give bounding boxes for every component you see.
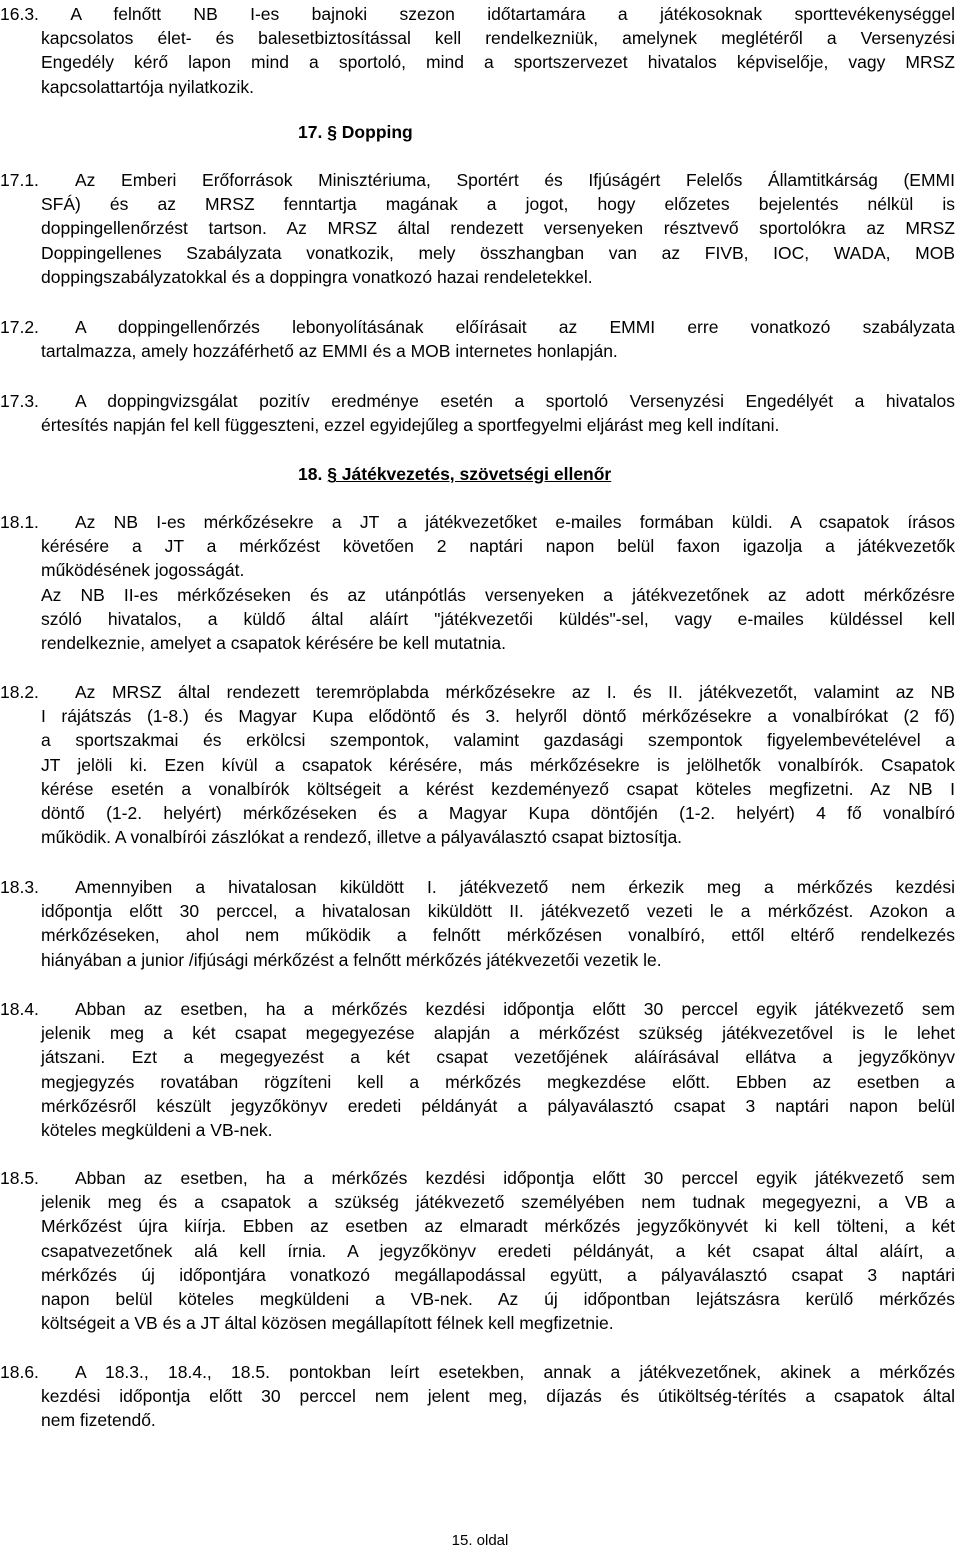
paragraph-line: rendelkeznie, amelyet a csapatok kérésére be kell mutatnia. (41, 633, 506, 654)
paragraph-line: kapcsolatos élet- és balesetbiztosítással kell rendelkezniük, amelynek meglétéről a Versenyzési (41, 28, 955, 49)
paragraph-17-2 (0, 315, 955, 363)
paragraph-line: napon belül köteles megküldeni a VB-nek. Az új időpontban lejátszásra kerülő mérkőzés (41, 1289, 955, 1310)
paragraph-number: 17.2. (0, 317, 39, 337)
paragraph-line: csapatvezetőnek alá kell írnia. A jegyzőkönyv eredeti példányát, a két csapat által aláírt, a (41, 1240, 955, 1261)
paragraph-line: Az Emberi Erőforrások Minisztériuma, Sportért és Ifjúságért Felelős Államtitkárság (EMMI (75, 170, 955, 190)
paragraph-line: nem fizetendő. (41, 1410, 156, 1431)
section-title: § Dopping (327, 122, 413, 142)
paragraph-line: doppingszabályzatokkal és a doppingra vonatkozó hazai rendeletekkel. (41, 266, 593, 287)
paragraph-line: tartalmazza, amely hozzáférhető az EMMI és a MOB internetes honlapján. (41, 341, 618, 362)
paragraph-line: Az NB I-es mérkőzésekre a JT a játékvezetőket e-mailes formában küldi. A csapatok írásos (75, 512, 955, 532)
paragraph-16-3 (0, 2, 955, 99)
paragraph-number: 18.3. (0, 877, 39, 897)
paragraph-number: 18.1. (0, 512, 39, 532)
paragraph-line: A doppingellenőrzés lebonyolításának előírásait az EMMI erre vonatkozó szabályzata (75, 317, 955, 337)
section-title: § Játékvezetés, szövetségi ellenőr (327, 464, 612, 484)
paragraph-line: Abban az esetben, ha a mérkőzés kezdési időpontja előtt 30 perccel egyik játékvezető sem (75, 1168, 955, 1188)
paragraph-line: szóló hivatalos, a küldő által aláírt "játékvezetői küldés"-sel, vagy e-mailes küldéssel kell (41, 608, 955, 629)
paragraph-line: 16.3. A felnőtt NB I-es bajnoki szezon időtartamára a játékosoknak sporttevékenységgel (0, 4, 955, 24)
paragraph-line: működik. A vonalbírói zászlókat a rendező, illetve a pályaválasztó csapat biztosítja. (41, 827, 683, 848)
paragraph-line: Az NB II-es mérkőzéseken és az utánpótlás versenyeken a játékvezetőnek az adott mérkőzésre (41, 584, 955, 605)
section-heading-17 (298, 120, 413, 144)
paragraph-line: Amennyiben a hivatalosan kiküldött I. játékvezető nem érkezik meg a mérkőzés kezdési (75, 877, 955, 897)
paragraph-17-3 (0, 389, 955, 437)
paragraph-line: A doppingvizsgálat pozitív eredménye esetén a sportoló Versenyzési Engedélyét a hivatalos (75, 391, 955, 411)
paragraph-line: A 18.3., 18.4., 18.5. pontokban leírt esetekben, annak a játékvezetőnek, akinek a mérkőzés (75, 1362, 955, 1382)
paragraph-18-2 (0, 680, 955, 849)
paragraph-number: 17.3. (0, 391, 39, 411)
paragraph-line: köteles megküldeni a VB-nek. (41, 1120, 273, 1141)
paragraph-number: 17.1. (0, 170, 39, 190)
paragraph-17-1 (0, 168, 955, 289)
paragraph-18-3 (0, 875, 955, 972)
paragraph-line: mérkőzéseken, ahol nem működik a felnőtt mérkőzésen vonalbíró, ettől eltérő rendelkezés (41, 925, 955, 946)
paragraph-line: döntő (1-2. helyért) mérkőzéseken és a Magyar Kupa döntőjén (1-2. helyért) 4 fő vonalbíró (41, 803, 955, 824)
paragraph-line: költségeit a VB és a JT által közösen megállapított félnek kell megfizetnie. (41, 1313, 614, 1334)
paragraph-line: mérkőzés új időpontjára vonatkozó megállapodással együtt, a pályaválasztó csapat 3 naptári (41, 1264, 955, 1285)
section-number: 17. (298, 122, 323, 142)
paragraph-line: SFÁ) és az MRSZ fenntartja magának a jogot, hogy előzetes bejelentés nélkül is (41, 194, 955, 215)
paragraph-number: 18.5. (0, 1168, 39, 1188)
paragraph-line: mérkőzésről készült jegyzőkönyv eredeti példányát a pályaválasztó csapat 3 naptári napon belül (41, 1095, 955, 1116)
paragraph-line: Az MRSZ által rendezett teremröplabda mérkőzésekre az I. és II. játékvezetőt, valamint az NB (75, 682, 955, 702)
paragraph-line: a sportszakmai és erkölcsi szempontok, valamint gazdasági szempontok figyelembevételével a (41, 730, 955, 751)
paragraph-number: 18.2. (0, 682, 39, 702)
section-heading-18 (298, 462, 611, 486)
paragraph-line: doppingellenőrzést tartson. Az MRSZ által rendezett versenyeken résztvevő sportolókra az MRSZ (41, 218, 955, 239)
page-number: 15. oldal (451, 1532, 509, 1549)
paragraph-line: jelenik meg a két csapat megegyezése alapján a mérkőzést szükség játékvezetővel is le lehet (41, 1023, 955, 1044)
paragraph-line: Engedély kérő lapon mind a sportoló, mind a sportszervezet hivatalos képviselője, vagy MRSZ (41, 52, 955, 73)
paragraph-line: játszani. Ezt a megegyezést a két csapat vezetőjének aláírásával ellátva a jegyzőkönyv (41, 1047, 955, 1068)
paragraph-line: kérése esetén a vonalbírók költségeit a kérést kezdeményező csapat köteles megfizetni. Az NB I (41, 778, 955, 799)
paragraph-line: jelenik meg és a csapatok a szükség játékvezető személyében nem tudnak megegyezni, a VB a (41, 1192, 955, 1213)
paragraph-line: Mérkőzést újra kiírja. Ebben az esetben az elmaradt mérkőzés jegyzőkönyvét ki kell tölteni, a két (41, 1216, 955, 1237)
paragraph-line: I rájátszás (1-8.) és Magyar Kupa elődöntő és 3. helyről döntő mérkőzésekre a vonalbírókat (2 fő) (41, 706, 955, 727)
paragraph-line: kezdési időpontja előtt 30 perccel nem jelent meg, díjazás és útiköltség-térítés a csapatok által (41, 1386, 955, 1407)
paragraph-line: JT jelöli ki. Ezen kívül a csapatok kérésére, más mérkőzésekre is jelölhetők vonalbírók. Csapatok (41, 754, 955, 775)
paragraph-number: 18.6. (0, 1362, 39, 1382)
paragraph-18-6 (0, 1360, 955, 1433)
paragraph-18-4 (0, 997, 955, 1142)
paragraph-line: kérésére a JT a mérkőzést követően 2 naptári napon belül faxon igazolja a játékvezetők (41, 536, 955, 557)
paragraph-line: megjegyzés rovatában rögzíteni kell a mérkőzés megkezdése előtt. Ebben az esetben a (41, 1071, 955, 1092)
paragraph-line: Abban az esetben, ha a mérkőzés kezdési időpontja előtt 30 perccel egyik játékvezető sem (75, 999, 955, 1019)
paragraph-18-1 (0, 510, 955, 655)
section-number: 18. (298, 464, 323, 484)
paragraph-number: 18.4. (0, 999, 39, 1019)
paragraph-line: értesítés napján fel kell függeszteni, ezzel egyidejűleg a sportfegyelmi eljárást meg kell indítani. (41, 415, 780, 436)
paragraph-line: Doppingellenes Szabályzata vonatkozik, mely összhangban van az FIVB, IOC, WADA, MOB (41, 242, 955, 263)
paragraph-line: hiányában a junior /ifjúsági mérkőzést a felnőtt mérkőzés játékvezetői vezetik le. (41, 949, 662, 970)
paragraph-line: kapcsolattartója nyilatkozik. (41, 76, 255, 97)
paragraph-18-5 (0, 1166, 955, 1335)
paragraph-line: működésének jogosságát. (41, 560, 245, 581)
paragraph-line: időpontja előtt 30 perccel, a hivatalosan kiküldött II. játékvezető vezeti le a mérkőzést. Azokon a (41, 901, 955, 922)
